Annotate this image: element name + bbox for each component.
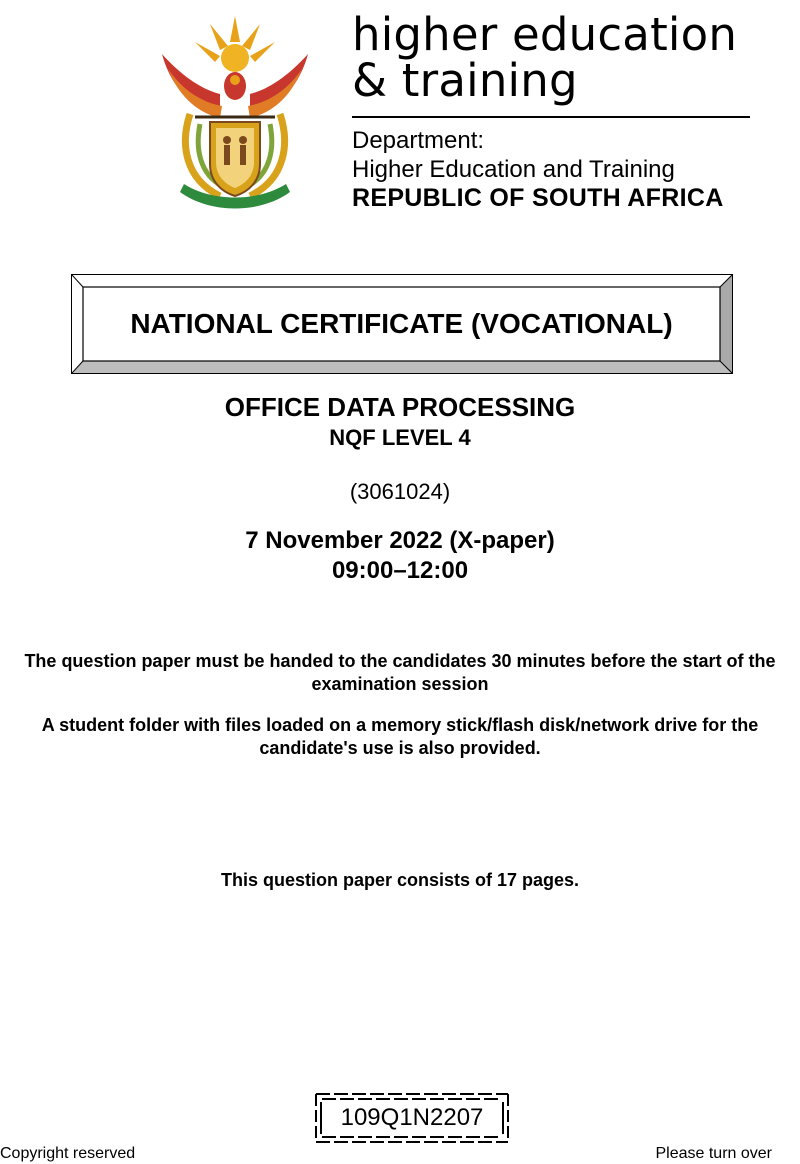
handout-note-line-2: examination session — [311, 674, 489, 694]
country-name: REPUBLIC OF SOUTH AFRICA — [352, 184, 724, 212]
brand-line-2: & training — [352, 54, 578, 107]
exam-code: (3061024) — [349, 479, 451, 504]
department-brand — [352, 8, 772, 213]
student-folder-note-line-1: A student folder with files loaded on a memory stick/flash disk/network drive for the — [41, 715, 759, 735]
department-label: Department: — [352, 127, 485, 154]
paper-code-box — [312, 1090, 512, 1146]
copyright-notice: Copyright reserved — [0, 1145, 136, 1162]
brand-divider — [352, 116, 750, 118]
exam-time: 09:00–12:00 — [331, 557, 469, 584]
department-name: Higher Education and Training — [352, 156, 675, 183]
page-count-note: This question paper consists of 17 pages. — [220, 870, 580, 890]
student-folder-note — [0, 714, 800, 760]
certificate-title-box — [71, 274, 733, 374]
certificate-title: NATIONAL CERTIFICATE (VOCATIONAL) — [130, 308, 673, 339]
south-africa-coat-of-arms-icon — [150, 14, 320, 219]
exam-subject: OFFICE DATA PROCESSING — [224, 392, 576, 422]
handout-note-line-1: The question paper must be handed to the candidates 30 minutes before the start of the — [24, 651, 776, 671]
turn-over-notice: Please turn over — [655, 1145, 772, 1162]
exam-date: 7 November 2022 (X-paper) — [245, 527, 555, 554]
student-folder-note-line-2: candidate's use is also provided. — [259, 738, 541, 758]
brand-line-1: higher education — [352, 8, 738, 61]
handout-note — [0, 650, 800, 696]
exam-level: NQF LEVEL 4 — [329, 425, 471, 450]
paper-code: 109Q1N2207 — [340, 1104, 484, 1131]
